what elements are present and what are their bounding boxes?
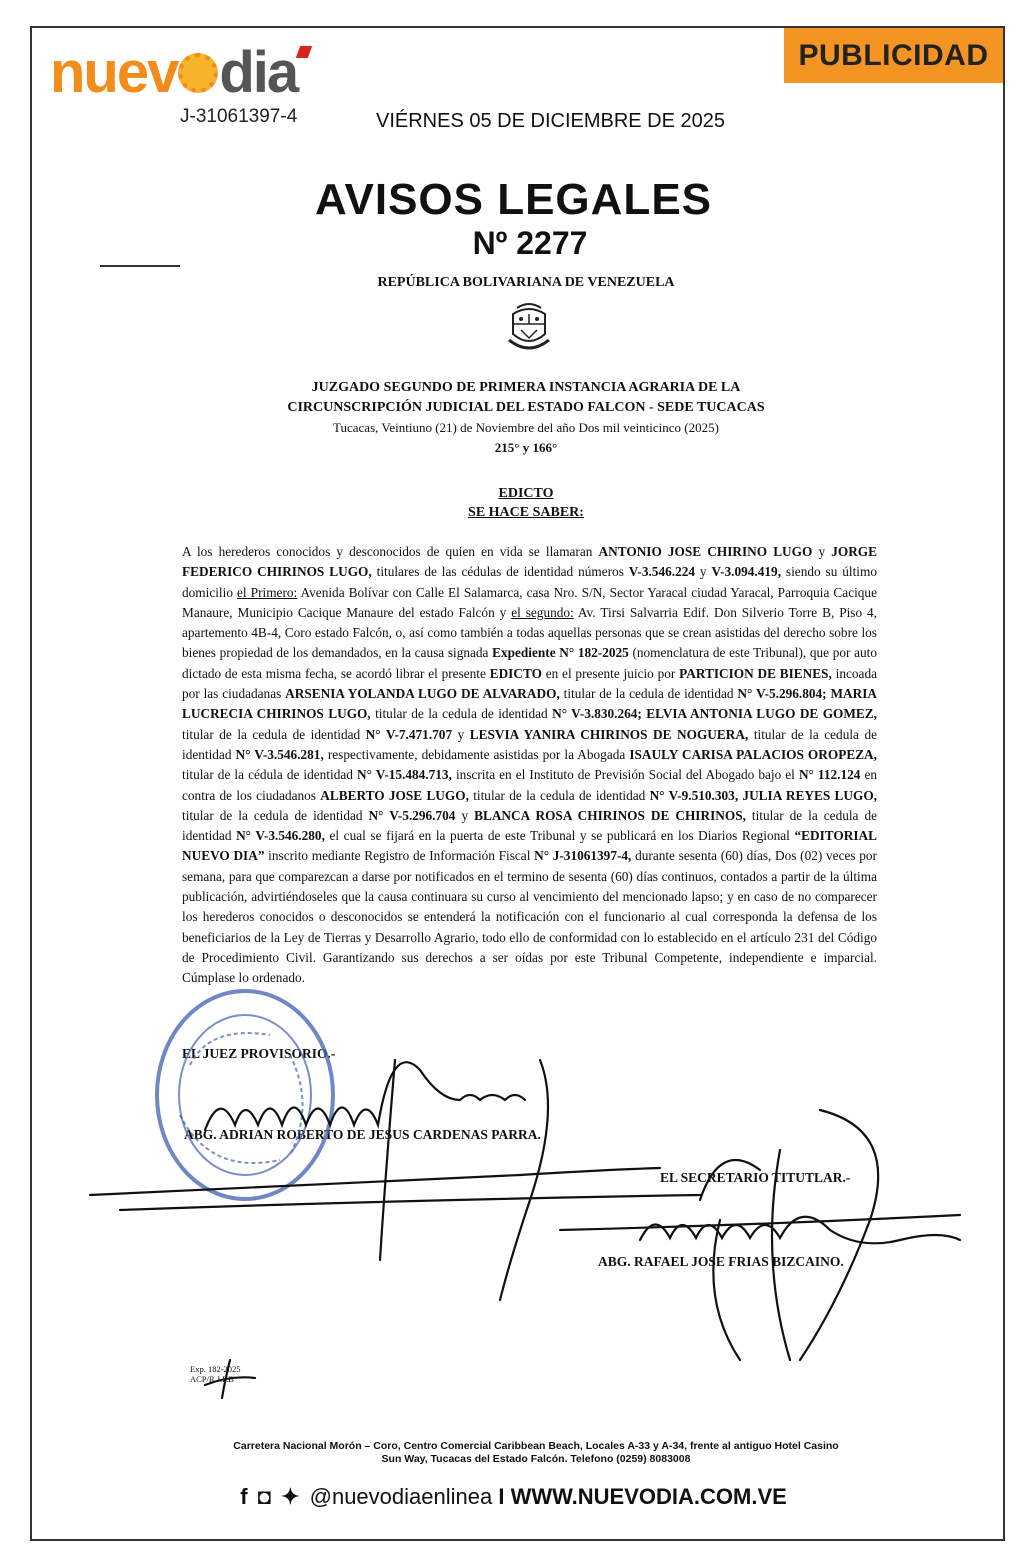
edict-body-segment: y: [455, 807, 475, 823]
edict-body-segment: EDICTO: [489, 665, 542, 681]
coat-of-arms-icon: [505, 300, 553, 356]
twitter-icon[interactable]: ✦: [281, 1484, 300, 1509]
file-reference: [190, 1364, 241, 1384]
edict-body-segment: “EDITORIAL NUEVO DIA”: [182, 828, 877, 864]
social-handle[interactable]: @nuevodiaenlinea: [309, 1484, 493, 1509]
edict-body-segment: (nomenclatura de este Tribunal), que por auto dictado de esta misma fecha, se acordó librar el presente: [182, 645, 877, 681]
divider: [100, 265, 180, 267]
edict-subtitle: SE HACE SABER:: [468, 505, 584, 520]
years-of-independence: 215° y 166°: [494, 440, 558, 455]
footer-separator: I: [498, 1484, 505, 1509]
logo-text-1: nuev: [50, 40, 178, 105]
edict-body-segment: titular de la cedula de identidad: [182, 726, 877, 762]
edict-body-segment: titular de la cedula de identidad: [370, 706, 553, 722]
edict-body-segment: inscrita en el Instituto de Previsión Social del Abogado bajo el: [451, 767, 799, 783]
edict-body-segment: ALBERTO JOSE LUGO,: [320, 787, 469, 803]
edict-heading: [86, 484, 966, 522]
court-heading: [86, 378, 966, 418]
court-heading-line-2: CIRCUNSCRIPCIÓN JUDICIAL DEL ESTADO FALCON - SEDE TUCACAS: [287, 400, 765, 415]
edict-body-segment: y: [695, 564, 712, 580]
instagram-icon[interactable]: ◘: [257, 1484, 271, 1509]
edict-body-segment: el segundo:: [511, 604, 574, 620]
court-address-line-1: Carretera Nacional Morón – Coro, Centro Comercial Caribbean Beach, Locales A-33 y A-34, frente al antiguo Hotel Casino: [233, 1440, 839, 1452]
edict-body-segment: titular de la cedula de identidad: [182, 726, 366, 742]
edict-body-segment: titular de la cedula de identidad: [182, 807, 369, 823]
edict-body-segment: y: [452, 726, 470, 742]
edict-body-segment: N° V-3.546.280,: [236, 828, 325, 844]
edict-body-segment: V-3.094.419,: [711, 564, 782, 580]
edict-body-segment: N° V-15.484.713,: [356, 767, 452, 783]
edict-body-segment: LESVIA YANIRA CHIRINOS DE NOGUERA,: [469, 726, 749, 742]
page-title: AVISOS LEGALES: [314, 175, 713, 224]
edict-body-segment: N° V-9.510.303, JULIA REYES LUGO,: [649, 787, 877, 803]
file-reference-line-2: ACP/R.J.F.B: [190, 1374, 234, 1384]
republic-heading: REPÚBLICA BOLIVARIANA DE VENEZUELA: [377, 275, 675, 290]
edict-body-segment: N° V-5.296.804; MARIA LUCRECIA CHIRINOS LUGO,: [182, 686, 878, 722]
edict-body-segment: en contra de los ciudadanos: [182, 767, 878, 803]
edict-body-segment: ISAULY CARISA PALACIOS OROPEZA,: [629, 746, 877, 762]
court-address: [180, 1440, 892, 1466]
edict-body-segment: el cual se fijará en la puerta de este Tribunal y se publicará en los Diarios Regional: [324, 828, 795, 844]
website-link[interactable]: WWW.NUEVODIA.COM.VE: [510, 1484, 787, 1509]
issue-number: Nº 2277: [472, 225, 588, 261]
edict-body-segment: N° 112.124: [798, 767, 861, 783]
edict-body-segment: el Primero:: [237, 584, 298, 600]
edict-body-segment: titular de la cedula de identidad: [559, 686, 738, 702]
edict-body-segment: titular de la cédula de identidad: [182, 767, 357, 783]
secretary-name: ABG. RAFAEL JOSE FRIAS BIZCAINO.: [598, 1254, 844, 1269]
edict-body: [182, 542, 877, 989]
sun-icon: [178, 53, 218, 93]
edict-body-segment: respectivamente, debidamente asistidas por la Abogada: [323, 746, 630, 762]
edict-body-segment: N° V-3.830.264; ELVIA ANTONIA LUGO DE GOMEZ,: [552, 706, 877, 722]
file-reference-line-1: Exp. 182-2025: [190, 1364, 241, 1374]
edict-body-segment: siendo su último domicilio: [182, 564, 877, 600]
edict-body-segment: incoada por las ciudadanas: [182, 665, 878, 702]
logo-text-2: dia: [219, 40, 298, 105]
edict-body-segment: Av. Tirsi Salvarria Edif. Don Silverio Torre B, Piso 4, apartemento 4B-4, Coro estado Falcón, o, así como también a todas aquellas personas que se crean asistidas del derecho sobre los bienes propiedad de los demandados, en la causa signada: [182, 604, 877, 661]
judge-name: ABG. ADRIAN ROBERTO DE JESUS CARDENAS PARRA.: [184, 1127, 541, 1142]
court-seal-stamp: [150, 985, 350, 1205]
edict-body-segment: durante sesenta (60) días, Dos (02) veces por semana, para que comparezcan a darse por notificados en el termino de sesenta (60) días continuos, contados a partir de la última publicación, advirtiéndoseles que la causa continuara su curso al vencimiento del mencionado lapso; y en caso de no comparecer los herederos conocidos o desconocidos se entenderá la notificación con el funcionario al cual corresponda la defensa de los beneficiarios de la Ley de Tierras y Desarrollo Agrario, todo ello de conformidad con lo establecido en el artículo 231 del Código de Procedimiento Civil. Garantizando sus derechos a ser oídas por este Tribunal Competente, independiente e imparcial. Cúmplase lo ordenado.: [182, 848, 877, 986]
edict-body-segment: titulares de las cédulas de identidad números: [371, 564, 629, 580]
edict-body-segment: ARSENIA YOLANDA LUGO DE ALVARADO,: [285, 686, 560, 702]
edict-body-segment: ANTONIO JOSE CHIRINO LUGO: [598, 544, 813, 559]
newspaper-logo: [50, 40, 298, 105]
edict-body-segment: BLANCA ROSA CHIRINOS DE CHIRINOS,: [474, 807, 746, 823]
edict-body-segment: JORGE FEDERICO CHIRINOS LUGO,: [182, 544, 878, 580]
edict-body-segment: Expediente N° 182-2025: [492, 645, 629, 661]
footer: [0, 1484, 1027, 1510]
edict-body-segment: V-3.546.224: [628, 564, 696, 580]
edict-body-segment: titular de la cedula de identidad: [468, 787, 650, 803]
edict-body-segment: N° J-31061397-4,: [534, 848, 632, 864]
edict-body-segment: N° V-3.546.281,: [235, 746, 324, 762]
edict-body-segment: y: [812, 544, 832, 559]
edict-body-segment: A los herederos conocidos y desconocidos de quien en vida se llamaran: [182, 544, 599, 559]
issue-date: VIÉRNES 05 DE DICIEMBRE DE 2025: [376, 110, 726, 132]
judge-title: EL JUEZ PROVISORIO.-: [182, 1046, 336, 1061]
edict-body-segment: en el presente juicio por: [541, 665, 680, 681]
document-date: Tucacas, Veintiuno (21) de Noviembre del año Dos mil veinticinco (2025): [333, 420, 719, 435]
facebook-icon[interactable]: f: [240, 1484, 248, 1509]
secretary-title: EL SECRETARIO TITUTLAR.-: [660, 1170, 851, 1185]
court-address-line-2: Sun Way, Tucacas del Estado Falcón. Telefono (0259) 8083008: [381, 1453, 691, 1465]
edict-title: EDICTO: [498, 486, 554, 501]
edict-body-segment: PARTICION DE BIENES,: [679, 665, 832, 681]
edict-body-segment: N° V-7.471.707: [365, 726, 453, 742]
edict-body-segment: Avenida Bolívar con Calle El Salamarca, casa Nro. S/N, Sector Yaracal ciudad Yaracal, Parroquia Cacique Manaure, Municipio Cacique Manaure del estado Falcón y: [182, 584, 877, 620]
court-heading-line-1: JUZGADO SEGUNDO DE PRIMERA INSTANCIA AGRARIA DE LA: [311, 380, 741, 395]
edict-body-segment: inscrito mediante Registro de Información Fiscal: [264, 848, 535, 864]
edict-body-segment: N° V-5.296.704: [368, 807, 456, 823]
edict-body-segment: titular de la cedula de identidad: [182, 807, 877, 844]
rif-number: J-31061397-4: [180, 106, 298, 127]
publicidad-badge: PUBLICIDAD: [784, 28, 1003, 83]
